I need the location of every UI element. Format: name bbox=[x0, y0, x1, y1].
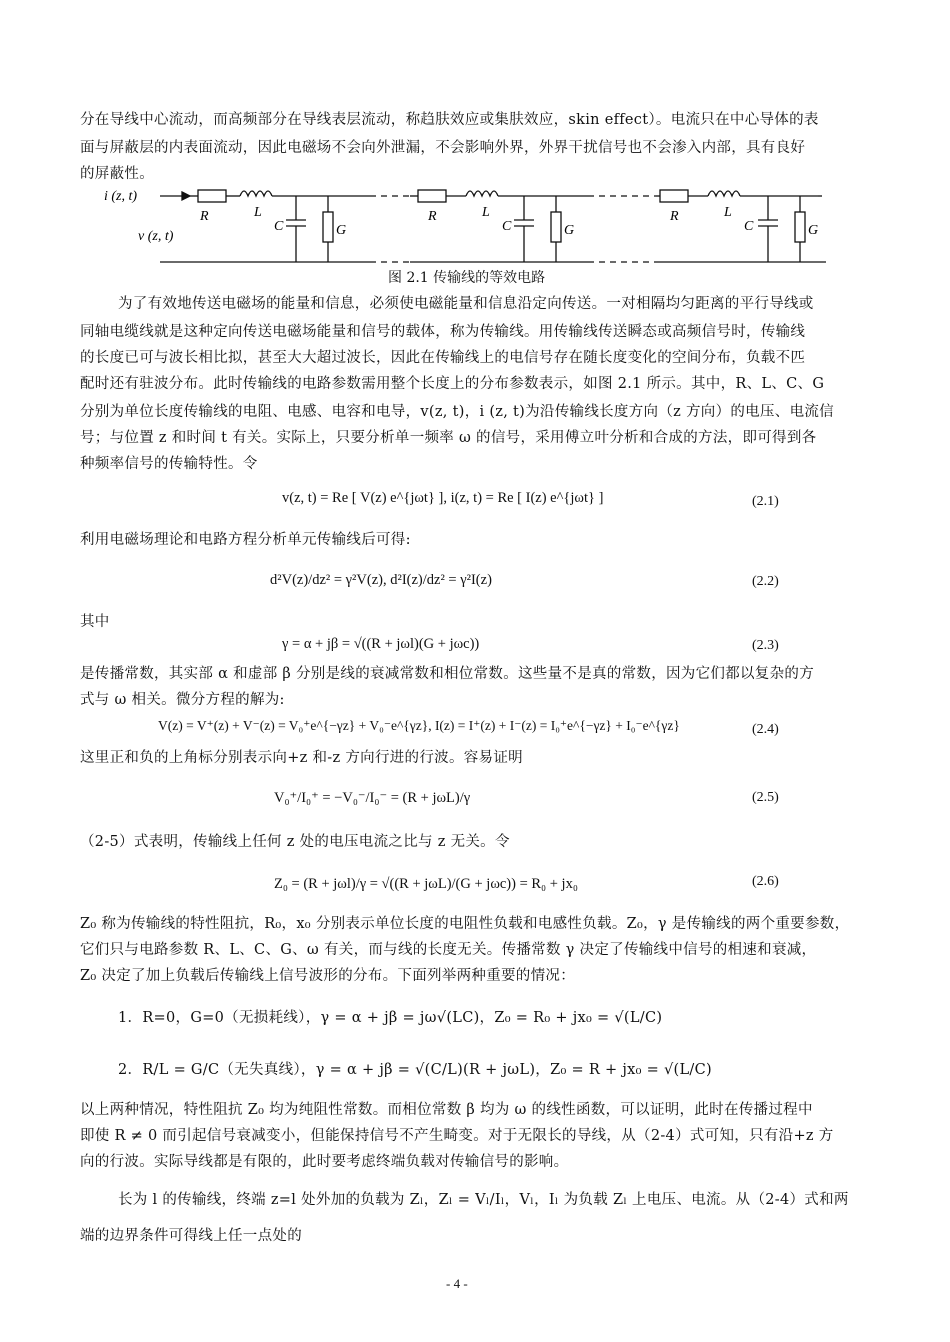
equation-number: (2.3) bbox=[752, 638, 779, 653]
text-line: Z₀ 决定了加上负载后传输线上信号波形的分布。下面列举两种重要的情况： bbox=[80, 968, 575, 984]
text-line: 的长度已可与波长相比拟，甚至大大超过波长，因此在传输线上的电信号存在随长度变化的空间分布，负载不匹 bbox=[80, 350, 806, 366]
text-line: （2-5）式表明，传输线上任何 z 处的电压电流之比与 z 无关。令 bbox=[80, 834, 510, 850]
label-R: R bbox=[428, 209, 437, 224]
transmission-line-circuit-diagram bbox=[80, 182, 840, 268]
equation-number: (2.4) bbox=[752, 722, 779, 737]
label-C: C bbox=[502, 219, 512, 234]
text-line: 长为 l 的传输线，终端 z=l 处外加的负载为 Zₗ，Zₗ = Vₗ/Iₗ，Vₗ，Iₗ 为负载 Zₗ 上电压、电流。从（2-4）式和两 bbox=[118, 1192, 849, 1208]
text-line: 分在导线中心流动，而高频部分在导线表层流动，称趋肤效应或集肤效应，skin effect）。电流只在中心导体的表 bbox=[80, 112, 819, 128]
text-line: 是传播常数，其实部 α 和虚部 β 分别是线的衰减常数和相位常数。这些量不是真的常数，因为它们都以复杂的方 bbox=[80, 666, 815, 682]
label-L: L bbox=[482, 205, 490, 220]
case-lossless: 1．R=0，G=0（无损耗线），γ = α + jβ = jω√(LC)，Z₀ = R₀ + jx₀ = √(L/C) bbox=[118, 1010, 663, 1026]
label-G: G bbox=[564, 223, 575, 238]
text-line: 分别为单位长度传输线的电阻、电感、电容和电导，v(z, t)，i (z, t)为沿传输线长度方向（z 方向）的电压、电流信 bbox=[80, 404, 834, 420]
label-C: C bbox=[274, 219, 284, 234]
text-line: Z₀ 称为传输线的特性阻抗，R₀，x₀ 分别表示单位长度的电阻性负载和电感性负载。Z₀，γ 是传输线的两个重要参数， bbox=[80, 916, 850, 932]
equation-number: (2.1) bbox=[752, 494, 779, 509]
voltage-label: v (z, t) bbox=[138, 229, 174, 244]
text-line: 以上两种情况，特性阻抗 Z₀ 均为纯阻性常数。而相位常数 β 均为 ω 的线性函数，可以证明，此时在传播过程中 bbox=[80, 1102, 813, 1118]
text-line: 向的行波。实际导线都是有限的，此时要考虑终端负载对传输信号的影响。 bbox=[80, 1154, 569, 1170]
text-line: 即使 R ≠ 0 而引起信号衰减变小，但能保持信号不产生畸变。对于无限长的导线，从（2-4）式可知，只有沿+z 方 bbox=[80, 1128, 834, 1144]
equation-2-3: γ = α + jβ = √((R + jωl)(G + jωc)) bbox=[282, 636, 480, 652]
text-line: 利用电磁场理论和电路方程分析单元传输线后可得: bbox=[80, 532, 411, 548]
page-number: - 4 - bbox=[446, 1276, 468, 1291]
equation-number: (2.2) bbox=[752, 574, 779, 589]
equation-2-5: V₀⁺/I₀⁺ = −V₀⁻/I₀⁻ = (R + jωL)/γ bbox=[274, 790, 471, 806]
label-R: R bbox=[200, 209, 209, 224]
text-line: 其中 bbox=[80, 614, 110, 630]
current-label: i (z, t) bbox=[104, 189, 138, 204]
text-line: 式与 ω 相关。微分方程的解为: bbox=[80, 692, 285, 708]
text-line: 它们只与电路参数 R、L、C、G、ω 有关，而与线的长度无关。传播常数 γ 决定了传输线中信号的相速和衰减， bbox=[80, 942, 817, 958]
figure-caption: 图 2.1 传输线的等效电路 bbox=[388, 270, 546, 286]
text-line: 同轴电缆线就是这种定向传送电磁场能量和信号的载体，称为传输线。用传输线传送瞬态或高频信号时，传输线 bbox=[80, 324, 806, 340]
label-G: G bbox=[808, 223, 819, 238]
equation-2-4: V(z) = V⁺(z) + V⁻(z) = V₀⁺e^{−γz} + V₀⁻e^{γz}, I(z) = I⁺(z) + I⁻(z) = I₀⁺e^{−γz} + I₀⁻e^{γz} bbox=[158, 718, 680, 733]
equation-2-2: d²V(z)/dz² = γ²V(z), d²I(z)/dz² = γ²I(z) bbox=[270, 572, 492, 588]
label-L: L bbox=[254, 205, 262, 220]
text-line: 面与屏蔽层的内表面流动，因此电磁场不会向外泄漏，不会影响外界，外界干扰信号也不会渗入内部，具有良好 bbox=[80, 140, 806, 156]
label-C: C bbox=[744, 219, 754, 234]
equation-number: (2.5) bbox=[752, 790, 779, 805]
equation-number: (2.6) bbox=[752, 874, 779, 889]
text-line: 号；与位置 z 和时间 t 有关。实际上，只要分析单一频率 ω 的信号，采用傅立叶分析和合成的方法，即可得到各 bbox=[80, 430, 817, 446]
label-L: L bbox=[724, 205, 732, 220]
label-G: G bbox=[336, 223, 347, 238]
text-line: 端的边界条件可得线上任一点处的 bbox=[80, 1228, 302, 1244]
text-line: 这里正和负的上角标分别表示向+z 和-z 方向行进的行波。容易证明 bbox=[80, 750, 523, 766]
case-distortionless: 2．R/L = G/C（无失真线），γ = α + jβ = √(C/L)(R + jωL)，Z₀ = R + jx₀ = √(L/C) bbox=[118, 1062, 712, 1078]
equation-2-1: v(z, t) = Re [ V(z) e^{jωt} ], i(z, t) = Re [ I(z) e^{jωt} ] bbox=[282, 490, 604, 506]
text-line: 种频率信号的传输特性。令 bbox=[80, 456, 258, 472]
text-line: 的屏蔽性。 bbox=[80, 166, 154, 182]
label-R: R bbox=[670, 209, 679, 224]
equation-2-6: Z₀ = (R + jωl)/γ = √((R + jωL)/(G + jωc)) = R₀ + jx₀ bbox=[274, 876, 578, 892]
text-line: 配时还有驻波分布。此时传输线的电路参数需用整个长度上的分布参数表示，如图 2.1 所示。其中，R、L、C、G bbox=[80, 376, 825, 392]
text-line: 为了有效地传送电磁场的能量和信息，必须使电磁能量和信息沿定向传送。一对相隔均匀距离的平行导线或 bbox=[118, 296, 814, 312]
